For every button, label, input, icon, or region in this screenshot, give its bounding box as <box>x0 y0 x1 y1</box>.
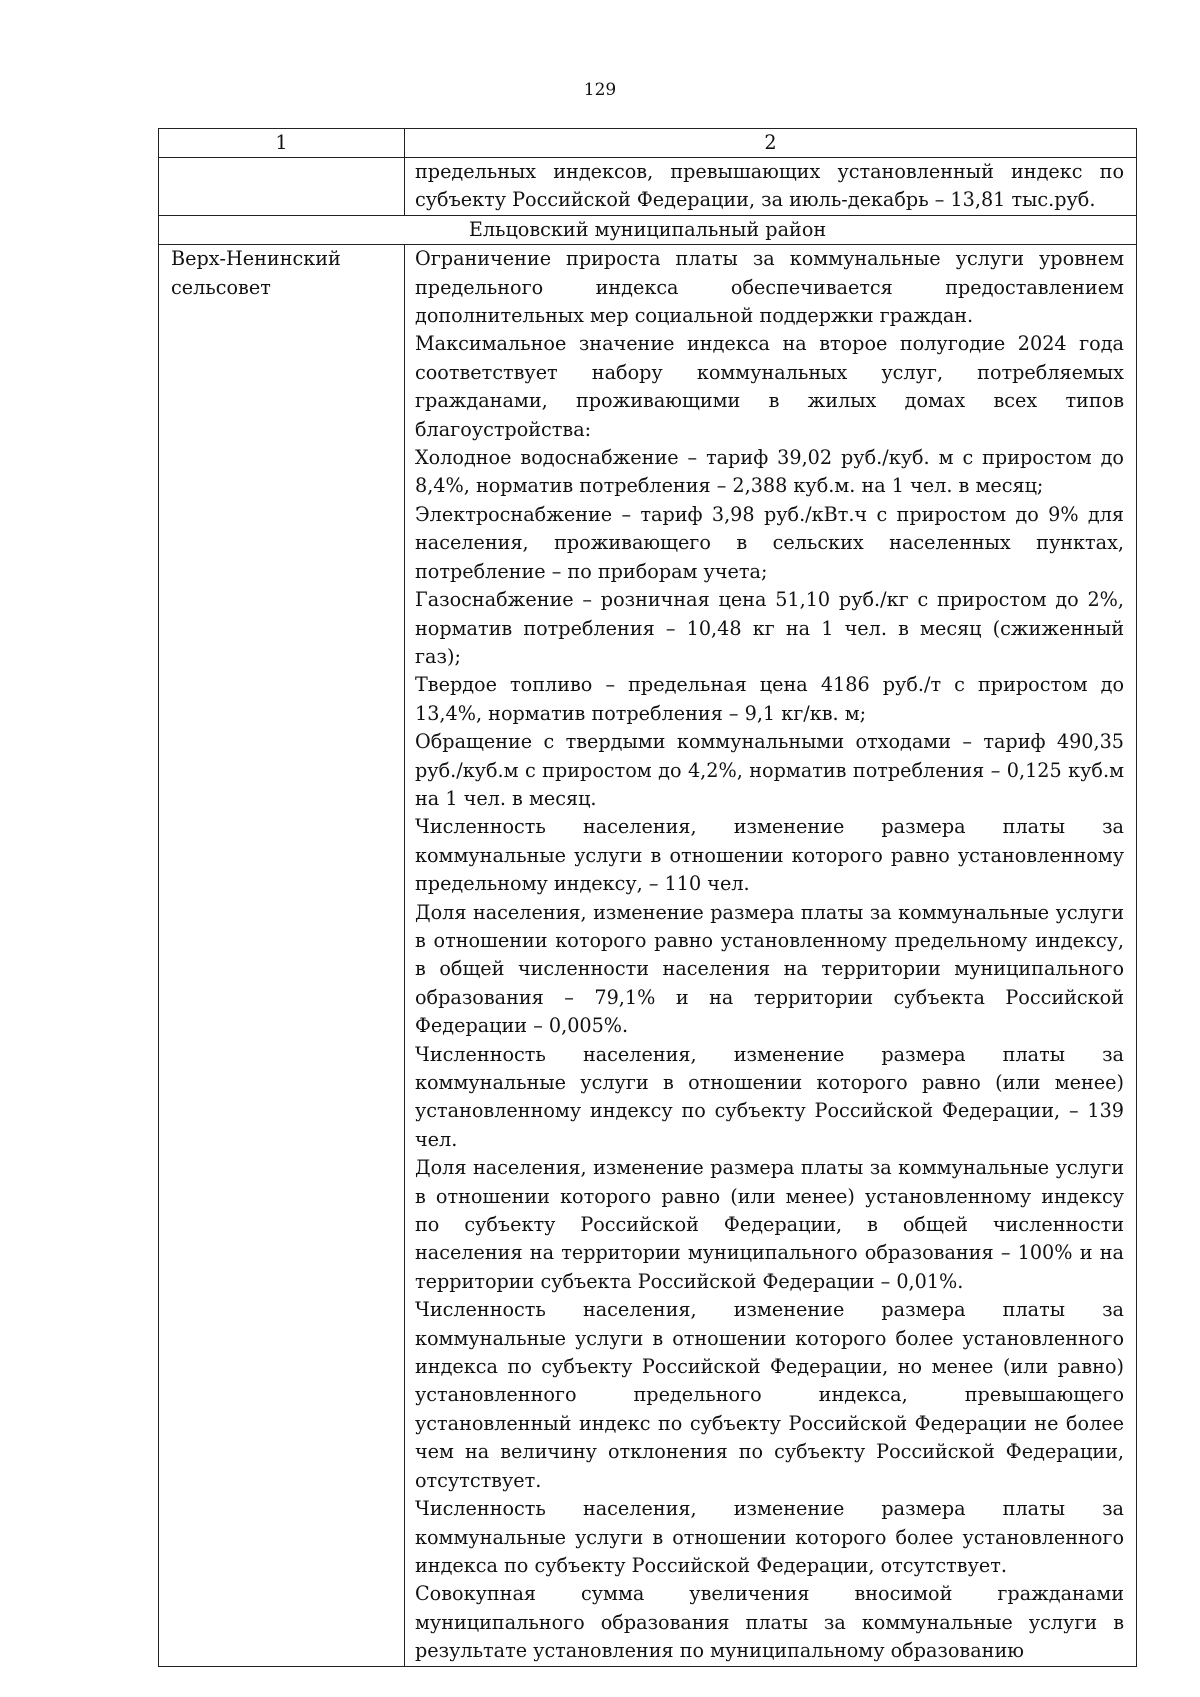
document-table <box>158 128 1137 1667</box>
column-header-2: 2 <box>405 129 1137 158</box>
paragraph-waste: Обращение с твердыми коммунальными отходами – тариф 490,35 руб./куб.м с приростом до 4,2%, норматив потребления – 0,125 куб.м на 1 чел. в месяц. <box>415 730 1124 810</box>
municipality-name: Верх-Ненинский сельсовет <box>171 247 341 299</box>
paragraph-population-above-subject: Численность населения, изменение размера платы за коммунальные услуги в отношении которого более установленного индекса по субъекту Российской Федерации, отсутствует. <box>415 1497 1124 1577</box>
page-number: 129 <box>583 80 617 100</box>
paragraph-population-between: Численность населения, изменение размера платы за коммунальные услуги в отношении которого более установленного индекса по субъекту Российской Федерации, но менее (или равно) установленного предельного индекса, превышающего установленный индекс по субъекту Российской Федерации не более чем на величину отклонения по субъекту Российской Федерации, отсутствует. <box>415 1298 1124 1492</box>
paragraph-cold-water: Холодное водоснабжение – тариф 39,02 руб./куб. м с приростом до 8,4%, норматив потребления – 2,388 куб.м. на 1 чел. в месяц; <box>415 446 1124 498</box>
municipality-row <box>159 245 1137 1666</box>
continuation-text-cell <box>405 158 1137 216</box>
continuation-paragraph: предельных индексов, превышающих установленный индекс по субъекту Российской Федерации, за июль-декабрь – 13,81 тыс.руб. <box>415 160 1124 212</box>
paragraph-total-increase: Совокупная сумма увеличения вносимой гражданами муниципального образования платы за коммунальные услуги в результате установления по муниципальному образованию <box>415 1582 1124 1663</box>
paragraph-solid-fuel: Твердое топливо – предельная цена 4186 руб./т с приростом до 13,4%, норматив потребления – 9,1 кг/кв. м; <box>415 673 1124 725</box>
continuation-municipality-cell <box>159 158 405 216</box>
paragraph-electricity: Электроснабжение – тариф 3,98 руб./кВт.ч с приростом до 9% для населения, проживающего в сельских населенных пунктах, потребление – по приборам учета; <box>415 502 1124 583</box>
paragraph-share-equal-limit: Доля населения, изменение размера платы за коммунальные услуги в отношении которого равно установленному предельному индексу, в общей численности населения на территории муниципального образования – 79,1% и на территории субъекта Российской Федерации – 0,005%. <box>415 900 1124 1038</box>
paragraph-max-index: Максимальное значение индекса на второе полугодие 2024 года соответствует набору коммунальных услуг, потребляемых гражданами, проживающими в жилых домах всех типов благоустройства: <box>415 332 1124 441</box>
paragraph-population-equal-limit: Численность населения, изменение размера платы за коммунальные услуги в отношении которого равно установленному предельному индексу, – 110 чел. <box>415 815 1124 896</box>
column-header-1: 1 <box>159 129 405 158</box>
paragraph-gas: Газоснабжение – розничная цена 51,10 руб./кг с приростом до 2%, норматив потребления – 10,48 кг на 1 чел. в месяц (сжиженный газ); <box>415 588 1124 668</box>
municipality-name-cell <box>159 245 405 1666</box>
paragraph-share-below-subject: Доля населения, изменение размера платы за коммунальные услуги в отношении которого равно (или менее) установленному индексу по субъекту Российской Федерации, в общей численности населения на территории муниципального образования – 100% и на территории субъекта Российской Федерации – 0,01%. <box>415 1156 1124 1293</box>
paragraph-population-below-subject: Численность населения, изменение размера платы за коммунальные услуги в отношении которого равно (или менее) установленному индексу по субъекту Российской Федерации, – 139 чел. <box>415 1042 1124 1151</box>
district-heading: Ельцовский муниципальный район <box>159 215 1137 244</box>
paragraph-limit-growth: Ограничение прироста платы за коммунальные услуги уровнем предельного индекса обеспечивается предоставлением дополнительных мер социальной поддержки граждан. <box>415 247 1124 328</box>
municipality-text-cell <box>405 245 1137 1666</box>
district-row <box>159 215 1137 244</box>
table-header-row <box>159 129 1137 158</box>
continuation-row <box>159 158 1137 216</box>
